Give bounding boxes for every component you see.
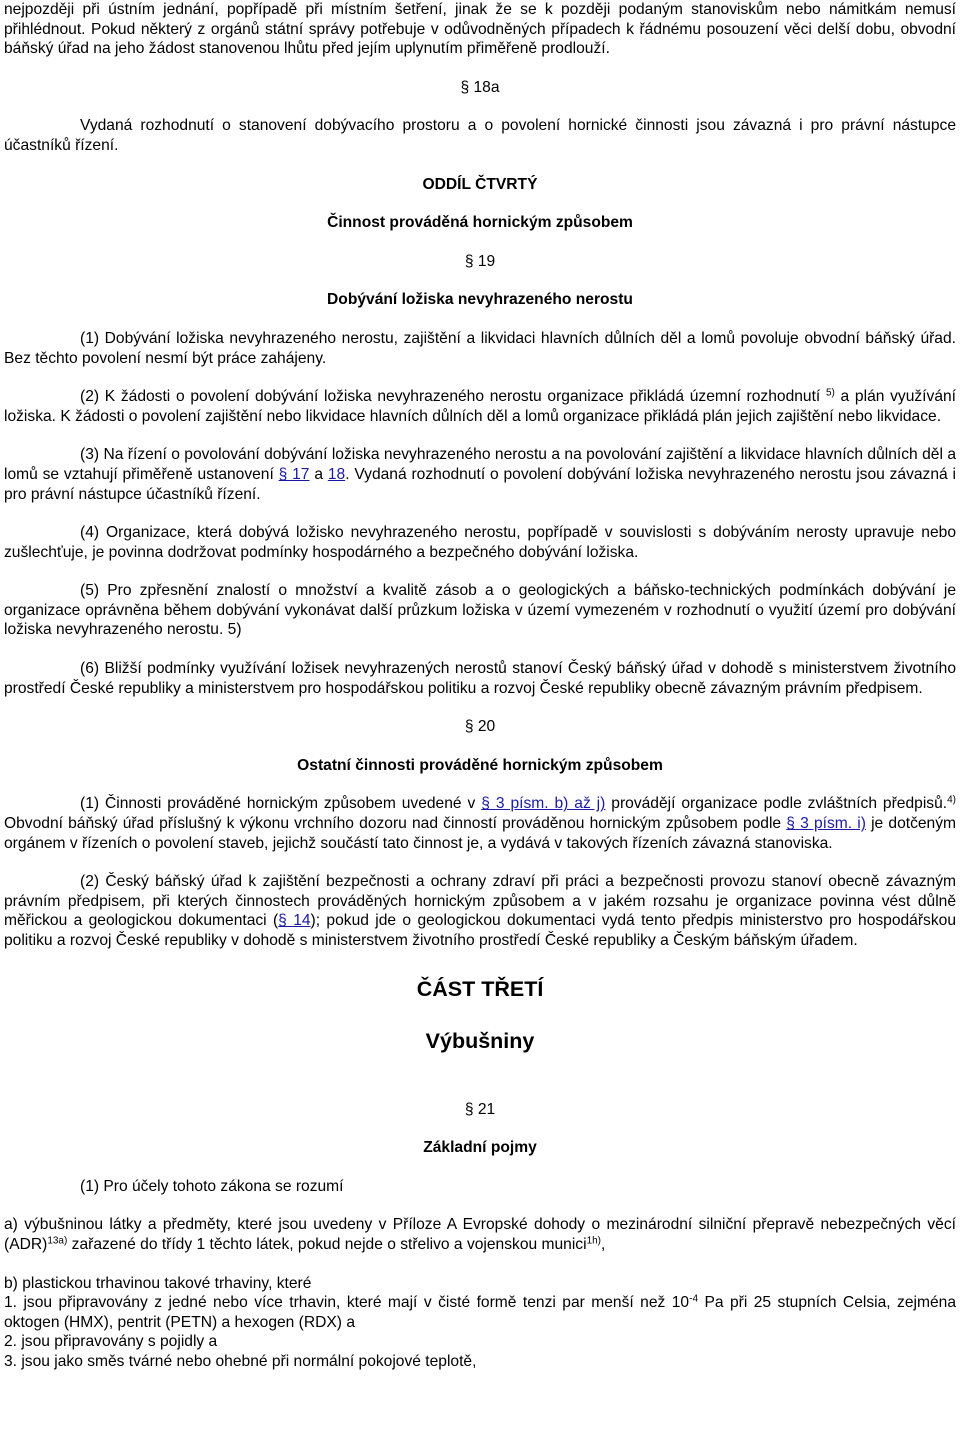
section-18a-heading: § 18a [460, 78, 500, 96]
footnote-ref-4: 4) [947, 794, 956, 806]
s21-item-b-title: b) plastickou trhavinou takové trhaviny, které [4, 1274, 312, 1292]
s21-a-text: a) výbušninou látky a předměty, které jsou uvedeny v Příloze A Evropské dohody o mezinárodní silniční přepravě nebezpečných věcí (ADR) [4, 1216, 956, 1253]
intro-paragraph: nejpozději při ústním jednání, popřípadě při místním šetření, jinak že se k později podaným stanoviskům nebo námitkám nemusí přihlédnout. Pokud některý z orgánů státní správy potřebuje v odůvodněných případech k řádnému posouzení věci delší dobu, obvodní báňský úřad na jeho žádost stanovenou lhůtu před jejím uplynutím přiměřeně prodlouží. [4, 1, 956, 58]
s21-item-b3: 3. jsou jako směs tvárné nebo ohebné při normální pokojové teplotě, [4, 1352, 477, 1370]
footnote-ref-1h: 1h) [586, 1235, 602, 1247]
s20-p2-text-b: ); pokud jde o geologickou dokumentaci vydá tento předpis ministerstvo pro hospodářskou politiku a rozvoj České republiky v dohodě s ministerstvem životního prostředí České republiky a Českým báňským úřadem. [4, 912, 956, 949]
s19-paragraph-6: (6) Bližší podmínky využívání ložisek nevyhrazených nerostů stanoví Český báňský úřad v dohodě s ministerstvem životního prostředí České republiky a ministerstvem pro hospodářskou politiku a rozvoj České republiky obecně závazným právním předpisem. [4, 660, 956, 697]
exponent: -4 [689, 1293, 699, 1305]
s19-p3-text-a: (3) Na řízení o povolování dobývání ložiska nevyhrazeného nerostu a na povolování zajištění a likvidace hlavních důlních děl a lomů se vztahují přiměřeně ustanovení [4, 446, 956, 483]
section-21-title: Základní pojmy [423, 1139, 537, 1157]
section-20-title: Ostatní činnosti prováděné hornickým způsobem [297, 756, 663, 774]
section-19-title: Dobývání ložiska nevyhrazeného nerostu [327, 291, 633, 309]
footnote-ref-13a: 13a) [47, 1235, 68, 1247]
link-section-18[interactable]: 18 [327, 465, 346, 483]
s21-paragraph-1: (1) Pro účely tohoto zákona se rozumí [80, 1177, 344, 1195]
section-20-heading: § 20 [464, 718, 496, 736]
oddil-title: ODDÍL ČTVRTÝ [422, 175, 538, 193]
s20-p1-text-b: provádějí organizace podle zvláštních předpisů. [605, 795, 948, 813]
s21-a-text-2: zařazené do třídy 1 těchto látek, pokud nejde o střelivo a vojenskou munici [67, 1235, 587, 1253]
link-section-14[interactable]: § 14 [278, 912, 311, 930]
s21-item-b2: 2. jsou připravovány s pojidly a [4, 1333, 218, 1351]
oddil-subtitle: Činnost prováděná hornickým způsobem [327, 214, 633, 232]
s20-paragraph-1 [4, 794, 956, 853]
s20-p1-text-d: je dotčeným orgánem v řízeních o povolení staveb, jejichž součástí tato činnost je, a vydává v takových řízeních závazná stanoviska. [4, 815, 956, 852]
footnote-ref-5: 5) [825, 387, 835, 399]
s21-item-b1 [4, 1293, 956, 1332]
s19-p2-text-b: a plán využívání ložiska. K žádosti o povolení zajištění nebo likvidace hlavních důlních děl a lomů organizace přikládá plán jejich zajištění nebo likvidace. [4, 388, 956, 425]
cast-title: ČÁST TŘETÍ [416, 976, 544, 1001]
s20-p1-text-c: Obvodní báňský úřad příslušný k výkonu vrchního dozoru nad činností prováděnou hornickým způsobem podle [4, 815, 787, 833]
s19-paragraph-2 [4, 387, 956, 426]
s21-b1-text-a: 1. jsou připravovány z jedné nebo více trhavin, které mají v čisté formě tenzi par menší než 10 [4, 1294, 690, 1312]
section-19-heading: § 19 [464, 252, 496, 270]
s19-p3-text-b: . Vydaná rozhodnutí o povolení dobývání ložiska nevyhrazeného nerostu jsou závazná i pro právní nástupce účastníků řízení. [4, 465, 956, 503]
s20-paragraph-2 [4, 872, 956, 950]
s19-paragraph-3 [4, 445, 956, 504]
s19-paragraph-1: (1) Dobývání ložiska nevyhrazeného nerostu, zajištění a likvidaci hlavních důlních děl a lomů povoluje obvodní báňský úřad. Bez těchto povolení nesmí být práce zahájeny. [4, 329, 956, 367]
s19-paragraph-4: (4) Organizace, která dobývá ložisko nevyhrazeného nerostu, popřípadě v souvislosti s dobýváním nerosty upravuje nebo zušlechťuje, je povinna dodržovat podmínky hospodárného a bezpečného dobývání ložiska. [4, 524, 956, 561]
link-section-3-i[interactable]: § 3 písm. i) [786, 815, 866, 833]
section-18a-text: Vydaná rozhodnutí o stanovení dobývacího prostoru a o povolení hornické činnosti jsou závazná i pro právní nástupce účastníků řízení. [4, 117, 956, 154]
s20-p2-text-a: (2) Český báňský úřad k zajištění bezpečnosti a ochrany zdraví při práci a bezpečnosti provozu stanoví obecně závazným právním předpisem, při kterých činnostech prováděných hornickým způsobem a v jakém rozsahu je organizace povinna vést důlně měřickou a geologickou dokumentaci ( [4, 873, 956, 930]
s20-p1-text-a: (1) Činnosti prováděné hornickým způsobem uvedené v [80, 795, 482, 813]
link-section-17[interactable]: § 17 [278, 465, 310, 483]
s21-b1-text-b: Pa při 25 stupních Celsia, zejména oktogen (HMX), pentrit (PETN) a hexogen (RDX) a [4, 1294, 956, 1331]
s19-p3-text-mid: a [309, 465, 328, 483]
cast-subtitle: Výbušniny [425, 1028, 535, 1053]
section-21-heading: § 21 [464, 1100, 496, 1118]
s19-p2-text-a: (2) K žádosti o povolení dobývání ložiska nevyhrazeného nerostu organizace přikládá územní rozhodnutí [80, 388, 826, 406]
link-section-3-b-j[interactable]: § 3 písm. b) až j) [481, 795, 606, 813]
s21-item-a [4, 1215, 956, 1254]
s19-paragraph-5: (5) Pro zpřesnění znalostí o množství a kvalitě zásob a o geologických a báňsko-technických podmínkách dobývání je organizace oprávněna během dobývání vykonávat další průzkum ložiska v území vymezeném v rozhodnutí o využití území pro dobývání ložiska nevyhrazeného nerostu. 5) [4, 582, 956, 639]
s21-a-text-3: , [601, 1235, 606, 1253]
